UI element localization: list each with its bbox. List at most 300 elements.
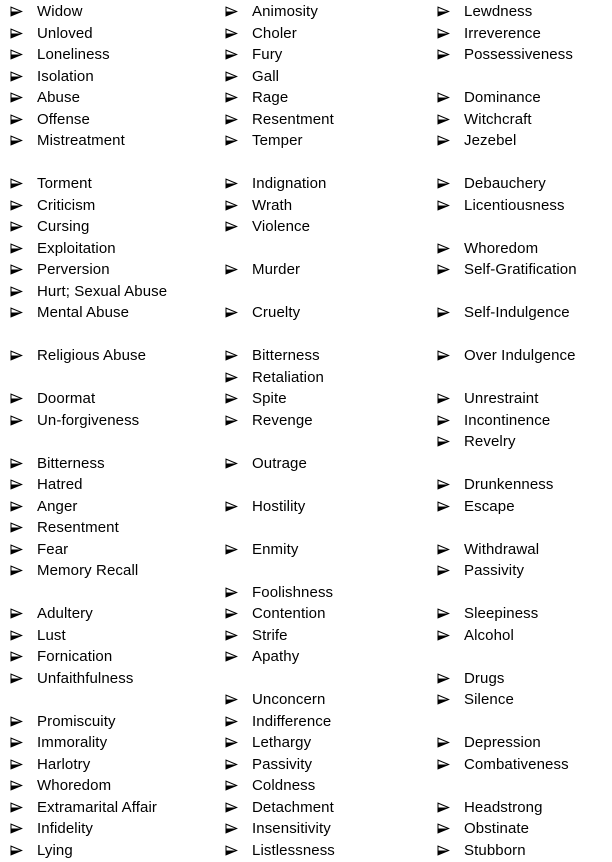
blank-line (437, 152, 612, 174)
list-item-label: Hatred (37, 476, 83, 493)
list-item-label: Sleepiness (464, 605, 539, 622)
list-item-label: Memory Recall (37, 562, 139, 579)
arrow-bullet-icon (10, 716, 37, 727)
list-item (10, 517, 225, 539)
list-item (437, 23, 612, 45)
list-item (10, 560, 225, 582)
list-item (10, 818, 225, 840)
blank-line (10, 431, 225, 453)
list-item (10, 109, 225, 131)
list-item (437, 259, 612, 281)
list-item (10, 259, 225, 281)
list-column-2 (225, 1, 437, 862)
arrow-bullet-icon (225, 264, 252, 275)
list-item (437, 173, 612, 195)
list-item (225, 410, 437, 432)
list-item (437, 689, 612, 711)
list-item-label: Witchcraft (464, 110, 532, 128)
list-item (10, 238, 225, 260)
arrow-bullet-icon (437, 6, 464, 17)
list-item-label: Drunkenness (464, 476, 554, 493)
list-item-label: Temper (252, 132, 303, 149)
list-item-label: Religious Abuse (37, 347, 147, 364)
list-item (437, 388, 612, 410)
list-item (225, 496, 437, 518)
arrow-bullet-icon (437, 501, 464, 512)
list-item (10, 754, 225, 776)
arrow-bullet-icon (10, 501, 37, 512)
list-item (225, 259, 437, 281)
list-item (225, 732, 437, 754)
list-item (10, 173, 225, 195)
list-item-label: Wrath (252, 196, 293, 214)
blank-line (225, 668, 437, 690)
list-item-label: Enmity (252, 540, 299, 558)
list-item-label: Hostility (252, 497, 306, 515)
list-item-label: Resentment (252, 110, 334, 128)
list-item (437, 754, 612, 776)
arrow-bullet-icon (437, 823, 464, 834)
arrow-bullet-icon (225, 28, 252, 39)
list-item-label: Offense (37, 110, 90, 128)
list-item-label: Gall (252, 67, 280, 85)
list-item (225, 840, 437, 862)
list-item (437, 345, 612, 367)
arrow-bullet-icon (225, 587, 252, 598)
list-item-label: Unfaithfulness (37, 669, 134, 687)
list-item-label: Insensitivity (252, 820, 331, 837)
arrow-bullet-icon (437, 845, 464, 856)
arrow-bullet-icon (10, 630, 37, 641)
arrow-bullet-icon (437, 114, 464, 125)
list-item (10, 668, 225, 690)
list-item-label: Lewdness (464, 3, 533, 20)
list-item-label: Detachment (252, 798, 334, 816)
list-item-label: Depression (464, 734, 541, 751)
arrow-bullet-icon (10, 28, 37, 39)
arrow-bullet-icon (437, 49, 464, 60)
list-item-label: Passivity (464, 562, 525, 579)
list-item (10, 345, 225, 367)
blank-line (437, 453, 612, 475)
list-item (10, 302, 225, 324)
blank-line (437, 216, 612, 238)
list-item-label: Anger (37, 497, 78, 515)
blank-line (10, 582, 225, 604)
arrow-bullet-icon (10, 759, 37, 770)
arrow-bullet-icon (437, 759, 464, 770)
blank-line (225, 474, 437, 496)
list-item-label: Alcohol (464, 626, 514, 644)
list-item (437, 797, 612, 819)
arrow-bullet-icon (225, 458, 252, 469)
list-item-label: Withdrawal (464, 540, 540, 558)
arrow-bullet-icon (10, 780, 37, 791)
list-item-label: Dominance (464, 89, 541, 106)
blank-line (225, 324, 437, 346)
list-item (10, 281, 225, 303)
arrow-bullet-icon (10, 307, 37, 318)
list-item (10, 44, 225, 66)
list-item (10, 646, 225, 668)
arrow-bullet-icon (225, 759, 252, 770)
list-item-label: Choler (252, 24, 297, 42)
list-item-label: Mental Abuse (37, 304, 130, 321)
list-item-label: Strife (252, 626, 288, 644)
arrow-bullet-icon (225, 393, 252, 404)
arrow-bullet-icon (437, 135, 464, 146)
list-item-label: Combativeness (464, 755, 569, 773)
arrow-bullet-icon (225, 608, 252, 619)
list-item (10, 216, 225, 238)
list-item-label: Adultery (37, 605, 93, 622)
arrow-bullet-icon (10, 651, 37, 662)
arrow-bullet-icon (437, 200, 464, 211)
list-item-label: Hurt; Sexual Abuse (37, 282, 168, 300)
arrow-bullet-icon (437, 243, 464, 254)
arrow-bullet-icon (10, 243, 37, 254)
list-item-label: Whoredom (37, 777, 112, 794)
list-item (225, 44, 437, 66)
list-item (10, 732, 225, 754)
list-item-label: Self-Indulgence (464, 304, 570, 321)
list-item-label: Doormat (37, 390, 96, 407)
list-item-label: Retaliation (252, 368, 324, 386)
list-item-label: Debauchery (464, 175, 546, 192)
blank-line (10, 367, 225, 389)
list-item (10, 840, 225, 862)
arrow-bullet-icon (225, 92, 252, 103)
arrow-bullet-icon (437, 802, 464, 813)
list-item-label: Revelry (464, 433, 516, 450)
list-item (437, 732, 612, 754)
arrow-bullet-icon (437, 415, 464, 426)
list-item (225, 87, 437, 109)
list-item-label: Un-forgiveness (37, 411, 140, 429)
list-item-label: Immorality (37, 734, 108, 751)
list-item-label: Isolation (37, 67, 94, 85)
blank-line (437, 367, 612, 389)
arrow-bullet-icon (437, 178, 464, 189)
arrow-bullet-icon (437, 436, 464, 447)
arrow-bullet-icon (437, 92, 464, 103)
arrow-bullet-icon (10, 114, 37, 125)
arrow-bullet-icon (225, 716, 252, 727)
list-item (437, 603, 612, 625)
list-item (225, 453, 437, 475)
arrow-bullet-icon (437, 608, 464, 619)
list-item-label: Passivity (252, 755, 313, 773)
blank-line (225, 431, 437, 453)
list-item-label: Bitterness (37, 454, 105, 472)
arrow-bullet-icon (10, 92, 37, 103)
arrow-bullet-icon (10, 135, 37, 146)
list-item-label: Drugs (464, 669, 505, 687)
list-item (437, 431, 612, 453)
arrow-bullet-icon (225, 694, 252, 705)
arrow-bullet-icon (10, 200, 37, 211)
list-item-label: Over Indulgence (464, 347, 576, 364)
list-item-label: Murder (252, 261, 301, 278)
list-item-label: Lying (37, 841, 73, 859)
list-item-label: Harlotry (37, 755, 91, 773)
list-item (225, 173, 437, 195)
list-item-label: Outrage (252, 454, 307, 472)
arrow-bullet-icon (225, 737, 252, 748)
list-item-label: Widow (37, 3, 83, 20)
list-item (437, 625, 612, 647)
list-item (10, 410, 225, 432)
list-item-label: Self-Gratification (464, 261, 577, 278)
list-item-label: Mistreatment (37, 132, 125, 149)
arrow-bullet-icon (225, 114, 252, 125)
list-item-label: Unloved (37, 24, 93, 42)
list-item-label: Violence (252, 218, 311, 235)
list-item (437, 410, 612, 432)
list-item (225, 345, 437, 367)
arrow-bullet-icon (10, 823, 37, 834)
list-item-label: Cursing (37, 218, 90, 235)
list-column-1 (10, 1, 225, 862)
list-item-label: Resentment (37, 519, 119, 536)
list-item (10, 711, 225, 733)
list-item-label: Jezebel (464, 132, 517, 149)
list-item-label: Animosity (252, 3, 318, 20)
list-column-3 (437, 1, 612, 862)
list-item-label: Unconcern (252, 691, 326, 708)
arrow-bullet-icon (225, 135, 252, 146)
list-item (225, 66, 437, 88)
list-item (10, 130, 225, 152)
list-item-label: Fear (37, 540, 69, 558)
list-item (10, 474, 225, 496)
list-item (437, 109, 612, 131)
arrow-bullet-icon (437, 264, 464, 275)
list-item (10, 775, 225, 797)
list-item-label: Revenge (252, 411, 313, 429)
list-item (225, 367, 437, 389)
arrow-bullet-icon (10, 479, 37, 490)
list-item (437, 195, 612, 217)
list-item (437, 302, 612, 324)
list-item-label: Spite (252, 390, 287, 407)
blank-line (225, 517, 437, 539)
blank-line (437, 324, 612, 346)
list-item (225, 689, 437, 711)
list-item (437, 539, 612, 561)
list-item (10, 539, 225, 561)
arrow-bullet-icon (10, 845, 37, 856)
blank-line (437, 711, 612, 733)
list-item (10, 87, 225, 109)
list-item (225, 23, 437, 45)
arrow-bullet-icon (10, 415, 37, 426)
list-item-label: Stubborn (464, 841, 526, 859)
arrow-bullet-icon (225, 802, 252, 813)
arrow-bullet-icon (10, 264, 37, 275)
list-item (225, 818, 437, 840)
list-item-label: Contention (252, 605, 326, 622)
arrow-bullet-icon (437, 350, 464, 361)
list-item-label: Incontinence (464, 411, 551, 429)
list-item (10, 23, 225, 45)
arrow-bullet-icon (225, 221, 252, 232)
blank-line (225, 281, 437, 303)
arrow-bullet-icon (225, 49, 252, 60)
blank-line (225, 152, 437, 174)
list-item-label: Apathy (252, 648, 300, 665)
list-item (10, 797, 225, 819)
arrow-bullet-icon (10, 221, 37, 232)
list-item-label: Fury (252, 46, 283, 63)
list-item (10, 388, 225, 410)
arrow-bullet-icon (225, 200, 252, 211)
arrow-bullet-icon (225, 178, 252, 189)
list-item-label: Listlessness (252, 841, 335, 859)
arrow-bullet-icon (225, 501, 252, 512)
arrow-bullet-icon (10, 544, 37, 555)
list-item-label: Licentiousness (464, 196, 565, 214)
list-item-label: Headstrong (464, 798, 543, 816)
arrow-bullet-icon (437, 694, 464, 705)
list-item (225, 388, 437, 410)
list-item-label: Cruelty (252, 304, 301, 321)
list-item-label: Coldness (252, 777, 316, 794)
list-item-label: Extramarital Affair (37, 798, 157, 816)
list-item (225, 216, 437, 238)
list-item (225, 603, 437, 625)
blank-line (10, 152, 225, 174)
list-item-label: Perversion (37, 261, 110, 278)
list-item-label: Lethargy (252, 734, 312, 751)
list-item-label: Torment (37, 175, 92, 192)
list-item-label: Lust (37, 626, 66, 644)
arrow-bullet-icon (10, 522, 37, 533)
list-item-label: Infidelity (37, 820, 94, 837)
list-item-label: Whoredom (464, 239, 539, 257)
list-item-label: Foolishness (252, 583, 334, 601)
arrow-bullet-icon (225, 6, 252, 17)
list-item (225, 797, 437, 819)
arrow-bullet-icon (10, 286, 37, 297)
blank-line (10, 324, 225, 346)
list-item-label: Possessiveness (464, 46, 573, 63)
list-item (437, 668, 612, 690)
list-item (437, 496, 612, 518)
list-item-label: Loneliness (37, 46, 110, 63)
list-item (437, 474, 612, 496)
list-item-label: Silence (464, 691, 514, 708)
arrow-bullet-icon (437, 28, 464, 39)
list-item (225, 1, 437, 23)
list-item (225, 109, 437, 131)
list-item (10, 453, 225, 475)
arrow-bullet-icon (225, 845, 252, 856)
arrow-bullet-icon (10, 673, 37, 684)
arrow-bullet-icon (225, 372, 252, 383)
arrow-bullet-icon (10, 458, 37, 469)
list-item-label: Indifference (252, 712, 332, 730)
list-item-label: Bitterness (252, 347, 320, 364)
blank-line (437, 281, 612, 303)
arrow-bullet-icon (437, 544, 464, 555)
list-item (225, 625, 437, 647)
arrow-bullet-icon (10, 71, 37, 82)
arrow-bullet-icon (437, 673, 464, 684)
arrow-bullet-icon (437, 479, 464, 490)
arrow-bullet-icon (10, 565, 37, 576)
list-item (10, 496, 225, 518)
arrow-bullet-icon (225, 71, 252, 82)
arrow-bullet-icon (10, 49, 37, 60)
arrow-bullet-icon (225, 415, 252, 426)
arrow-bullet-icon (10, 178, 37, 189)
list-item (437, 560, 612, 582)
list-item-label: Promiscuity (37, 712, 116, 730)
arrow-bullet-icon (10, 393, 37, 404)
list-item (437, 840, 612, 862)
list-item (10, 603, 225, 625)
list-item-label: Rage (252, 89, 289, 106)
arrow-bullet-icon (225, 307, 252, 318)
list-item (10, 625, 225, 647)
arrow-bullet-icon (437, 737, 464, 748)
arrow-bullet-icon (225, 350, 252, 361)
blank-line (437, 646, 612, 668)
arrow-bullet-icon (10, 802, 37, 813)
list-item (10, 1, 225, 23)
arrow-bullet-icon (437, 307, 464, 318)
blank-line (437, 66, 612, 88)
arrow-bullet-icon (225, 630, 252, 641)
arrow-bullet-icon (10, 350, 37, 361)
list-item-label: Exploitation (37, 239, 116, 257)
list-item (10, 66, 225, 88)
list-item (437, 818, 612, 840)
list-item-label: Criticism (37, 196, 96, 214)
blank-line (437, 582, 612, 604)
arrow-bullet-icon (10, 737, 37, 748)
list-item (225, 711, 437, 733)
arrow-bullet-icon (225, 651, 252, 662)
blank-line (10, 689, 225, 711)
list-item (10, 195, 225, 217)
arrow-bullet-icon (225, 823, 252, 834)
list-item-label: Indignation (252, 175, 327, 192)
list-item (437, 130, 612, 152)
list-item (225, 754, 437, 776)
list-item (437, 44, 612, 66)
arrow-bullet-icon (225, 544, 252, 555)
list-item (225, 775, 437, 797)
arrow-bullet-icon (437, 630, 464, 641)
list-item (437, 238, 612, 260)
blank-line (437, 775, 612, 797)
list-item (225, 646, 437, 668)
list-item-label: Abuse (37, 89, 81, 106)
blank-line (225, 560, 437, 582)
blank-line (437, 517, 612, 539)
list-item (225, 539, 437, 561)
arrow-bullet-icon (10, 6, 37, 17)
list-item (225, 582, 437, 604)
list-item (437, 1, 612, 23)
blank-line (225, 238, 437, 260)
list-item-label: Obstinate (464, 820, 530, 837)
list-item (225, 130, 437, 152)
list-item (225, 195, 437, 217)
list-item-label: Irreverence (464, 24, 541, 42)
